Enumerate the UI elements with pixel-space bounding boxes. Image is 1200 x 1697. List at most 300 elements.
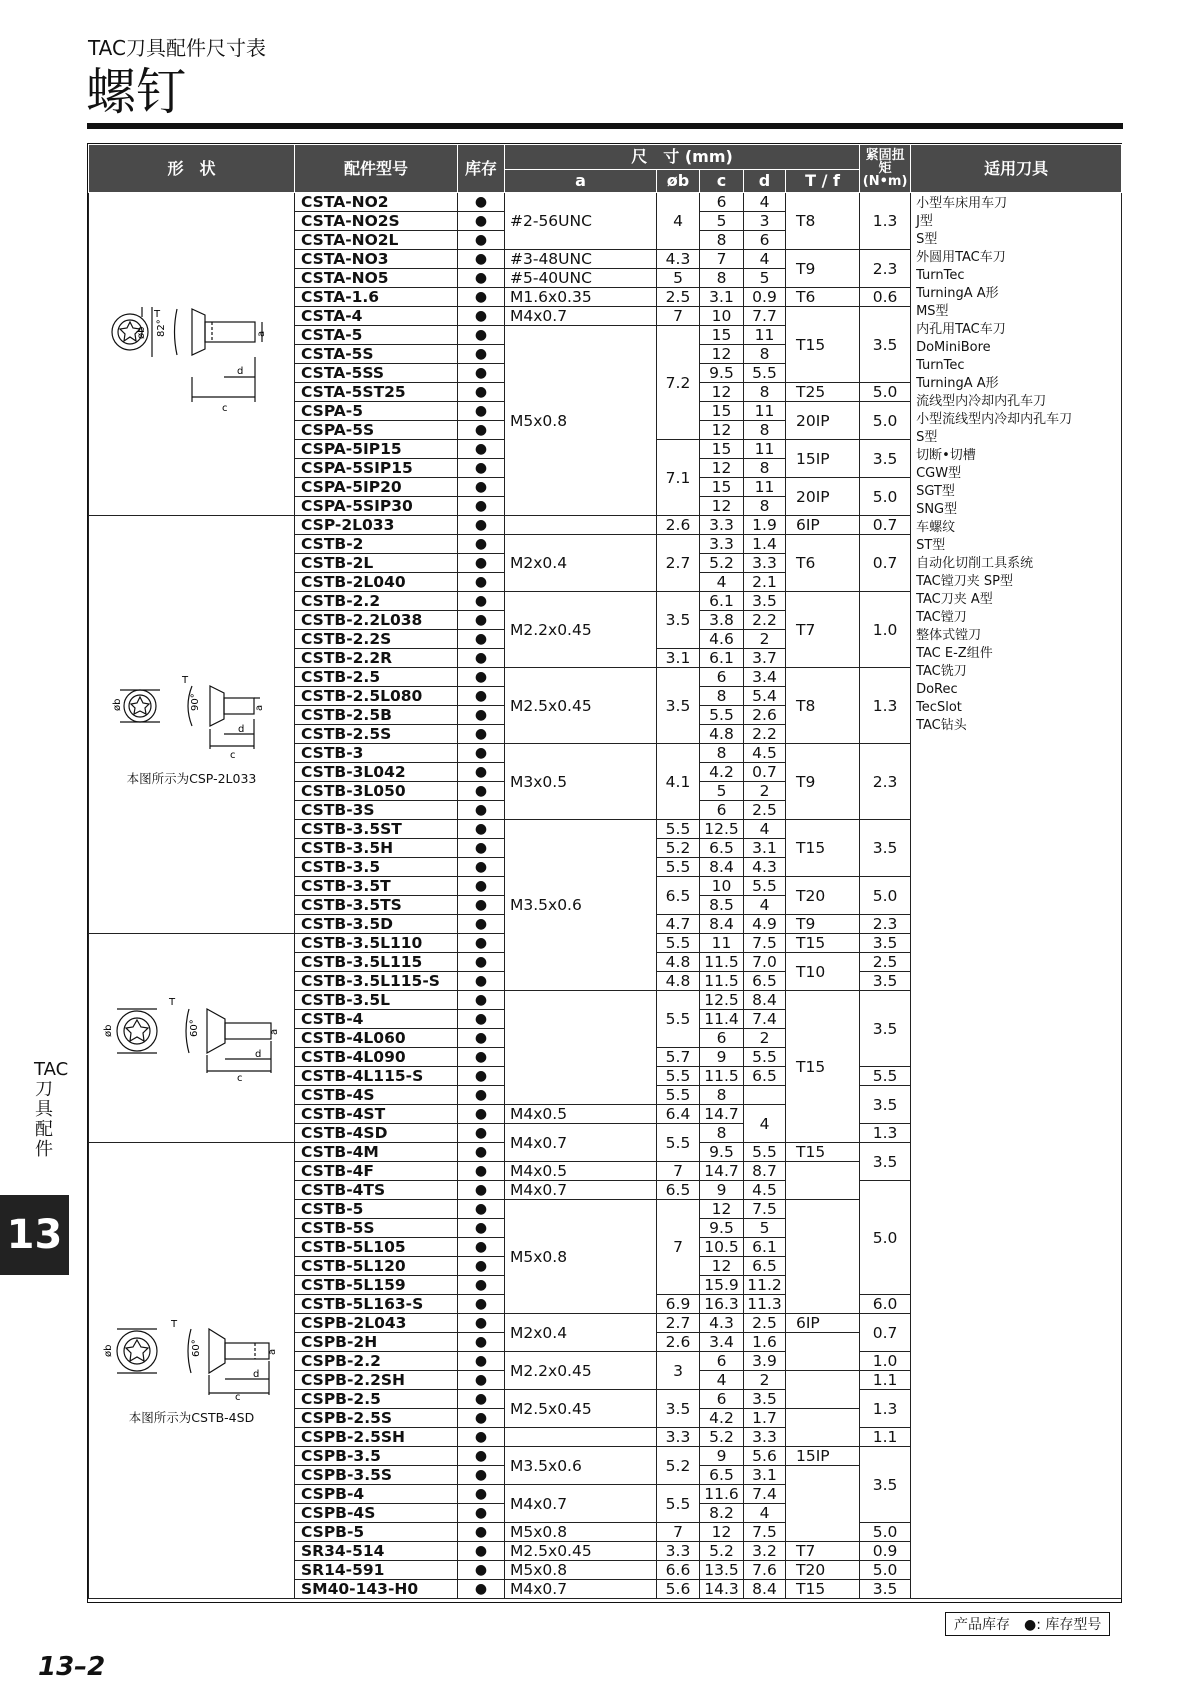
dim-ob: 5.6 [657,1580,700,1599]
stock-indicator: ● [458,1390,505,1409]
part-model: CSTB-3L042 [295,763,458,782]
part-model: CSTB-4L060 [295,1029,458,1048]
dim-tf: T7 [786,1542,860,1561]
stock-indicator: ● [458,307,505,326]
dim-c: 6 [700,193,744,212]
dim-c: 6.5 [700,839,744,858]
applicable-tool-item: TAC铣刀 [916,664,967,679]
part-model: CSPB-2.2 [295,1352,458,1371]
dim-c: 6.5 [700,1466,744,1485]
torque-value: 1.1 [860,1428,911,1447]
applicable-tool-item: ST型 [916,538,946,553]
dim-c: 12 [700,383,744,402]
part-model: CSTA-5 [295,326,458,345]
applicable-tool-item: SGT型 [916,484,955,499]
screw-drawing-countersunk-90 [112,661,272,761]
applicable-tool-item: SNG型 [916,502,958,517]
applicable-tool-item: TurnTec [916,268,965,283]
dim-ob: 7 [657,1200,700,1295]
header-model: 配件型号 [295,145,458,193]
shape-cell [89,1143,295,1599]
stock-indicator: ● [458,402,505,421]
dim-d: 1.6 [744,1333,786,1352]
dim-tf: 20IP [786,402,860,440]
dim-c: 8 [700,744,744,763]
dim-tf: T9 [786,744,860,820]
dim-c: 12.5 [700,820,744,839]
dim-tf: T9 [786,915,860,934]
screw-drawing-countersunk-60 [97,991,287,1081]
dim-d: 3.1 [744,1466,786,1485]
dim-d: 2.5 [744,801,786,820]
dim-a: M2x0.4 [505,535,657,592]
svg-text:c: c [229,750,235,761]
dim-ob: 4.8 [657,953,700,972]
dim-tf [786,1466,860,1542]
part-model: CSTB-3L050 [295,782,458,801]
dim-d: 6.5 [744,1067,786,1086]
dim-a: M2.5x0.45 [505,1542,657,1561]
dim-tf: T15 [786,991,860,1143]
dim-ob: 5 [657,269,700,288]
dim-tf: T15 [786,307,860,383]
spec-table-wrapper [87,143,1122,1603]
shape-cell [89,934,295,1143]
dim-a: M5x0.8 [505,1561,657,1580]
stock-indicator: ● [458,763,505,782]
header-a: a [505,170,657,193]
dim-d: 8 [744,421,786,440]
dim-tf: 6IP [786,1314,860,1333]
svg-text:T: T [181,675,188,686]
stock-indicator: ● [458,611,505,630]
applicable-tool-item: 车螺纹 [916,520,956,535]
torque-value: 5.0 [860,383,911,402]
torque-value: 3.5 [860,1447,911,1523]
stock-indicator: ● [458,497,505,516]
dim-a [505,991,657,1105]
dim-c: 8.2 [700,1504,744,1523]
applicable-tool-item: S型 [916,430,938,445]
part-model: SR34-514 [295,1542,458,1561]
part-model: CSPB-4 [295,1485,458,1504]
dim-a: M3.5x0.6 [505,1447,657,1485]
dim-c: 6 [700,1029,744,1048]
dim-a: M4x0.7 [505,307,657,326]
dim-d: 5.5 [744,1143,786,1162]
torque-value: 3.5 [860,440,911,478]
dim-tf: T15 [786,1143,860,1162]
dim-c: 5 [700,782,744,801]
part-model: CSTA-NO2L [295,231,458,250]
dim-d: 4.3 [744,858,786,877]
torque-value: 0.7 [860,535,911,592]
applicable-tool-item: TurnTec [916,358,965,373]
stock-indicator: ● [458,1504,505,1523]
stock-indicator: ● [458,1295,505,1314]
stock-indicator: ● [458,1276,505,1295]
dim-c: 5.2 [700,1542,744,1561]
part-model: CSTB-5L159 [295,1276,458,1295]
dim-tf: T8 [786,668,860,744]
dim-c: 8.4 [700,858,744,877]
dim-c: 11.5 [700,1067,744,1086]
header-tf: T / f [786,170,860,193]
dim-tf: T15 [786,1580,860,1599]
part-model: CSTA-NO5 [295,269,458,288]
svg-text:c: c [236,1072,242,1081]
dim-ob: 7 [657,1523,700,1542]
dim-c: 14.7 [700,1162,744,1181]
torque-value: 0.6 [860,288,911,307]
part-model: CSPA-5IP20 [295,478,458,497]
part-model: CSPA-5SIP30 [295,497,458,516]
dim-d: 4 [744,820,786,839]
side-chapter-label: TAC刀具配件 [34,1059,69,1160]
dim-tf: T7 [786,592,860,668]
stock-indicator: ● [458,630,505,649]
header-stock: 库存 [458,145,505,193]
stock-indicator: ● [458,782,505,801]
dim-c: 6 [700,1352,744,1371]
torque-value: 5.0 [860,1561,911,1580]
part-model: CSTB-2 [295,535,458,554]
dim-d: 7.5 [744,1523,786,1542]
stock-indicator: ● [458,896,505,915]
dim-tf [786,1200,860,1314]
header-shape: 形 状 [89,145,295,193]
dim-c: 5.5 [700,706,744,725]
dim-tf: T15 [786,934,860,953]
dim-a: M2.5x0.45 [505,1390,657,1428]
dim-d: 2.6 [744,706,786,725]
stock-indicator: ● [458,1466,505,1485]
stock-indicator: ● [458,1048,505,1067]
dim-d: 8 [744,345,786,364]
torque-value: 5.5 [860,1067,911,1086]
stock-indicator: ● [458,364,505,383]
stock-indicator: ● [458,478,505,497]
dim-a: M4x0.7 [505,1485,657,1523]
part-model: CSPA-5IP15 [295,440,458,459]
torque-value: 3.5 [860,307,911,383]
part-model: CSTB-2.5S [295,725,458,744]
dim-c: 8 [700,269,744,288]
torque-value: 3.5 [860,1143,911,1181]
dim-c: 12 [700,497,744,516]
dim-d: 8 [744,383,786,402]
dim-tf: 6IP [786,516,860,535]
dim-c: 11.6 [700,1485,744,1504]
dim-d: 4.5 [744,744,786,763]
dim-c: 12.5 [700,991,744,1010]
part-model: CSPB-2.5S [295,1409,458,1428]
stock-indicator: ● [458,1371,505,1390]
dim-tf: 15IP [786,440,860,478]
dim-c: 4 [700,1371,744,1390]
stock-indicator: ● [458,1086,505,1105]
dim-ob: 3.1 [657,649,700,668]
part-model: CSTB-3.5L115-S [295,972,458,991]
dim-ob: 4.8 [657,972,700,991]
stock-indicator: ● [458,1523,505,1542]
applicable-tool-item: 小型流线型内冷却内孔车刀 [916,412,1073,427]
dim-c: 10 [700,877,744,896]
part-model: CSPB-3.5S [295,1466,458,1485]
stock-indicator: ● [458,421,505,440]
dim-ob: 7.1 [657,440,700,516]
part-model: CSTB-4 [295,1010,458,1029]
dim-d: 11 [744,440,786,459]
dim-c: 14.3 [700,1580,744,1599]
dim-ob: 6.6 [657,1561,700,1580]
applicable-tool-item: TAC E-Z组件 [916,646,993,661]
dim-ob: 5.5 [657,1124,700,1162]
part-model: SM40-143-H0 [295,1580,458,1599]
part-model: CSTB-2.2S [295,630,458,649]
dim-d: 3.4 [744,668,786,687]
dim-tf: T20 [786,877,860,915]
stock-indicator: ● [458,1162,505,1181]
svg-text:d: d [252,1368,259,1380]
dim-a: M5x0.8 [505,326,657,516]
dim-ob: 6.4 [657,1105,700,1124]
stock-indicator: ● [458,1561,505,1580]
svg-text:a: a [268,1028,280,1035]
part-model: CSTA-5S [295,345,458,364]
stock-indicator: ● [458,554,505,573]
part-model: CSPA-5SIP15 [295,459,458,478]
dim-d: 7.5 [744,934,786,953]
dim-c: 7 [700,250,744,269]
page-number: 13–2 [38,1652,106,1682]
dim-a: M5x0.8 [505,1523,657,1542]
stock-indicator: ● [458,1219,505,1238]
svg-text:d: d [236,365,243,377]
dim-ob: 5.5 [657,820,700,839]
part-model: CSTB-5S [295,1219,458,1238]
dim-c: 6 [700,1390,744,1409]
dim-c: 6 [700,668,744,687]
dim-ob: 3.5 [657,668,700,744]
dim-tf [786,1371,860,1409]
dim-d: 0.7 [744,763,786,782]
dim-d: 6.5 [744,1257,786,1276]
torque-value: 1.3 [860,1390,911,1428]
dim-d: 8 [744,459,786,478]
dim-tf: T10 [786,953,860,991]
dim-ob: 6.5 [657,877,700,915]
svg-text:a: a [255,330,267,337]
part-model: CSPB-5 [295,1523,458,1542]
stock-indicator: ● [458,953,505,972]
dim-c: 4.8 [700,725,744,744]
svg-text:d: d [254,1048,261,1060]
dim-c: 8 [700,1086,744,1105]
dim-d: 7.6 [744,1561,786,1580]
dim-ob: 2.6 [657,1333,700,1352]
dim-ob: 5.5 [657,1086,700,1105]
stock-indicator: ● [458,1029,505,1048]
torque-value: 3.5 [860,972,911,991]
svg-text:c: c [234,1391,240,1400]
dim-tf: T6 [786,288,860,307]
applicable-tool-item: 切断•切槽 [916,448,976,463]
stock-indicator: ● [458,573,505,592]
dim-a: M3x0.5 [505,744,657,820]
dim-c: 3.3 [700,516,744,535]
svg-text:øb: øb [102,1344,114,1357]
part-model: CSTB-2.2R [295,649,458,668]
stock-indicator: ● [458,1333,505,1352]
part-model: CSTA-NO2S [295,212,458,231]
dim-d: 3.3 [744,554,786,573]
dim-ob: 5.2 [657,1447,700,1485]
stock-indicator: ● [458,1485,505,1504]
dim-ob: 5.5 [657,991,700,1048]
part-model: CSTB-3.5D [295,915,458,934]
stock-indicator: ● [458,744,505,763]
dim-c: 11.5 [700,972,744,991]
dim-c: 9 [700,1447,744,1466]
part-model: CSPB-2L043 [295,1314,458,1333]
stock-indicator: ● [458,1010,505,1029]
dim-c: 12 [700,421,744,440]
dim-c: 8.5 [700,896,744,915]
stock-indicator: ● [458,592,505,611]
part-model: CSPB-4S [295,1504,458,1523]
dim-ob: 7 [657,1162,700,1181]
svg-text:90°: 90° [189,693,201,711]
dim-ob: 3 [657,1352,700,1390]
dim-ob: 3.5 [657,1390,700,1428]
dim-c: 5.2 [700,1428,744,1447]
dim-d: 7.7 [744,307,786,326]
dim-d: 5.6 [744,1447,786,1466]
dim-c: 14.7 [700,1105,744,1124]
dim-d: 11 [744,478,786,497]
part-model: CSTB-4ST [295,1105,458,1124]
part-model: CSTB-4L115-S [295,1067,458,1086]
part-model: CSPA-5S [295,421,458,440]
dim-c: 15.9 [700,1276,744,1295]
part-model: CSTB-2.2 [295,592,458,611]
dim-c: 15 [700,440,744,459]
dim-a: M4x0.7 [505,1181,657,1200]
dim-d: 8.4 [744,1580,786,1599]
torque-value: 3.5 [860,1086,911,1124]
dim-tf [786,1333,860,1371]
part-model: CSTB-4M [295,1143,458,1162]
stock-indicator: ● [458,915,505,934]
dim-c: 8.4 [700,915,744,934]
dim-a: M4x0.7 [505,1124,657,1162]
page-title: 螺钉 [86,63,186,121]
dim-tf: T6 [786,535,860,592]
stock-indicator: ● [458,1580,505,1599]
chapter-tab: 13 [0,1195,69,1275]
dim-c: 16.3 [700,1295,744,1314]
part-model: CSPA-5 [295,402,458,421]
dim-d: 2 [744,782,786,801]
stock-indicator: ● [458,1143,505,1162]
part-model: CSTB-2.5 [295,668,458,687]
dim-d: 2.1 [744,573,786,592]
part-model: CSTB-4L090 [295,1048,458,1067]
dim-d: 11.3 [744,1295,786,1314]
stock-indicator: ● [458,250,505,269]
part-model: CSTB-3S [295,801,458,820]
dim-d: 5.5 [744,364,786,383]
stock-indicator: ● [458,687,505,706]
applicable-tool-item: S型 [916,232,938,247]
applicable-tool-item: TAC刀夹 A型 [916,592,993,607]
dim-d: 2.5 [744,1314,786,1333]
dim-d: 4 [744,1504,786,1523]
dim-d: 3.2 [744,1542,786,1561]
applicable-tool-item: 小型车床用车刀 [916,196,1008,211]
dim-a: M2x0.4 [505,1314,657,1352]
dim-a: M2.5x0.45 [505,668,657,744]
part-model: CSPB-2.5SH [295,1428,458,1447]
stock-indicator: ● [458,231,505,250]
dim-a: #3-48UNC [505,250,657,269]
dim-a: #2-56UNC [505,193,657,250]
part-model: CSTB-3.5ST [295,820,458,839]
dim-c: 4 [700,573,744,592]
applicable-tool-item: DoRec [916,682,958,697]
dim-a: M1.6x0.35 [505,288,657,307]
part-model: CSPB-2.5 [295,1390,458,1409]
applicable-tool-item: TAC钻头 [916,718,967,733]
shape-caption: 本图所示为CSTB-4SD [128,1409,255,1425]
shape-cell [89,516,295,934]
applicable-tool-item: CGW型 [916,466,962,481]
svg-text:a: a [253,704,265,711]
dim-ob: 5.2 [657,839,700,858]
stock-indicator: ● [458,1314,505,1333]
header-ob: øb [657,170,700,193]
dim-ob: 7.2 [657,326,700,440]
dim-c: 12 [700,345,744,364]
dim-d: 4 [744,1105,786,1143]
applicable-tool-item: 流线型内冷却内孔车刀 [916,394,1047,409]
dim-d: 5.5 [744,877,786,896]
dim-ob: 5.5 [657,1485,700,1523]
dim-tf: 15IP [786,1447,860,1466]
dim-d: 7.5 [744,1200,786,1219]
part-model: CSTB-2L [295,554,458,573]
dim-c: 3.1 [700,288,744,307]
dim-d: 2 [744,1371,786,1390]
applicable-tools-cell [911,193,1122,1599]
dim-a: M4x0.5 [505,1162,657,1181]
dim-ob: 5.5 [657,858,700,877]
part-model: CSTB-3.5L [295,991,458,1010]
dim-d: 4.5 [744,1181,786,1200]
torque-value: 3.5 [860,991,911,1067]
part-model: CSTA-4 [295,307,458,326]
dim-d: 8 [744,497,786,516]
torque-value: 3.5 [860,820,911,877]
applicable-tool-item: DoMiniBore [916,340,991,355]
part-model: CSTB-4SD [295,1124,458,1143]
dim-d: 3.9 [744,1352,786,1371]
dim-d [744,1086,786,1105]
dim-c: 6.1 [700,649,744,668]
stock-indicator: ● [458,1409,505,1428]
dim-d: 3.7 [744,649,786,668]
